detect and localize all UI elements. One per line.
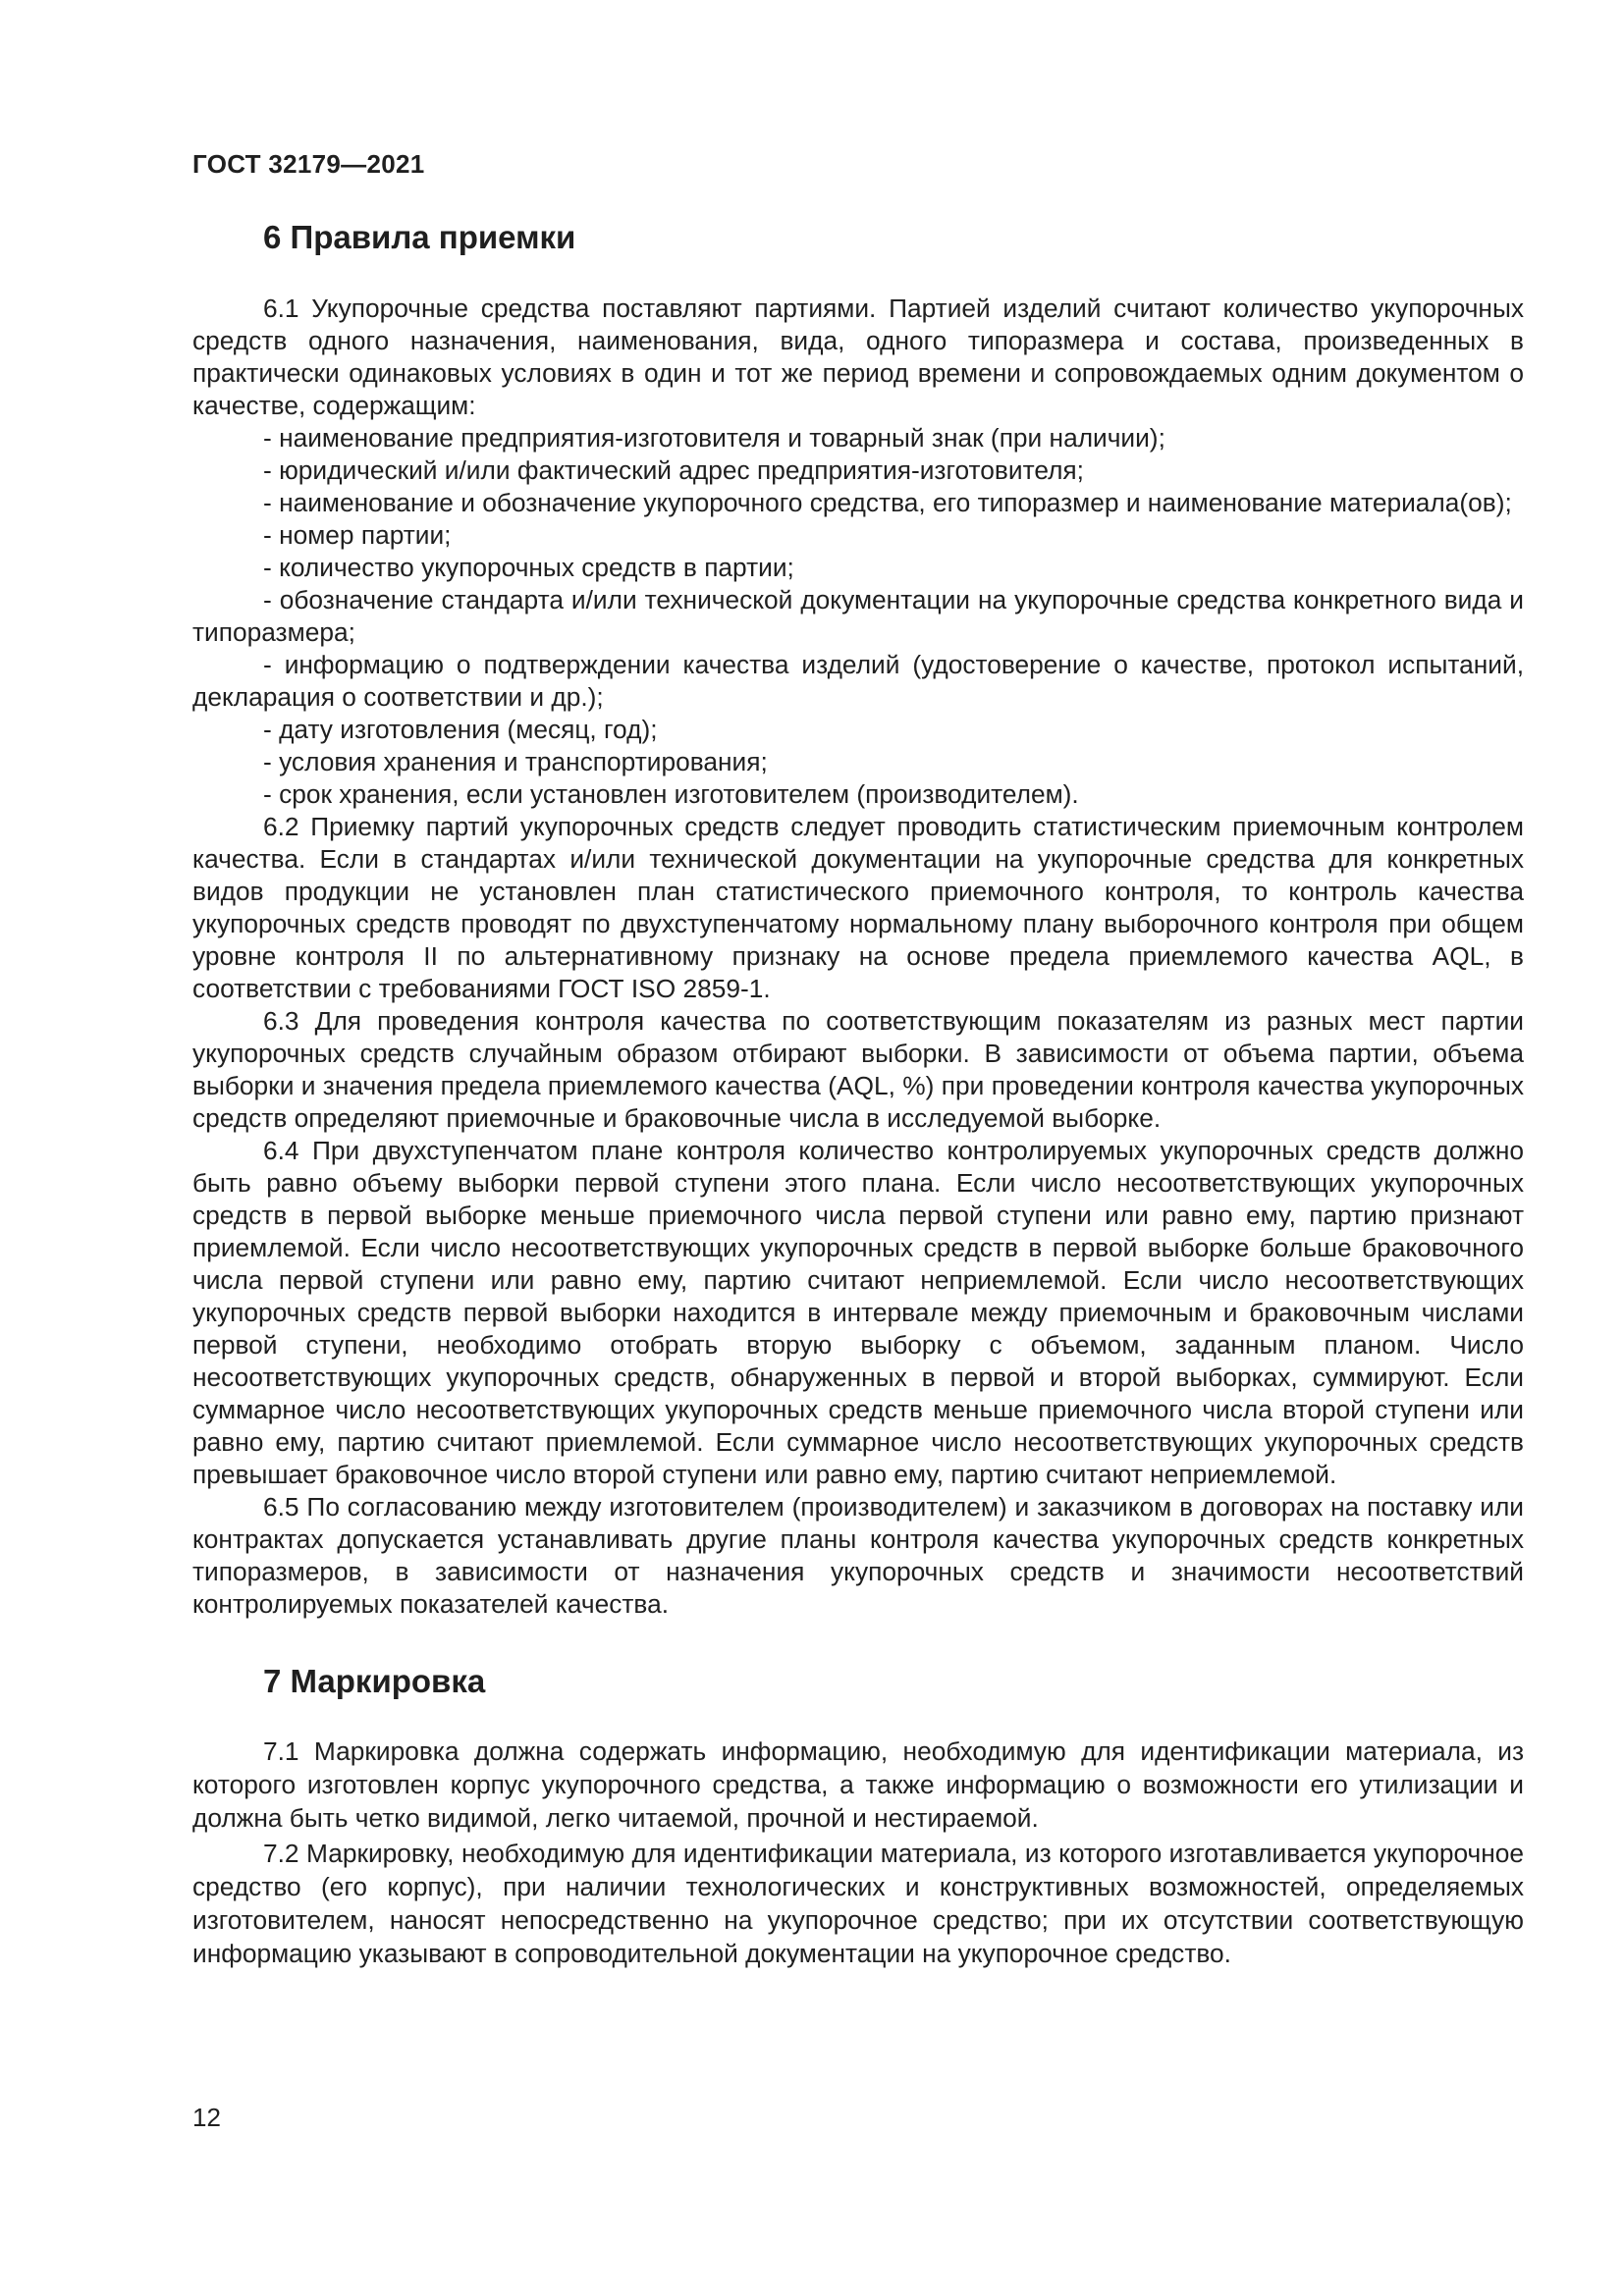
list-item: - юридический и/или фактический адрес предприятия-изготовителя; — [263, 455, 1084, 485]
paragraph-6-1: 6.1 Укупорочные средства поставляют партиями. Партией изделий считают количество укупорочных средств одного назначения, наименования, вида, одного типоразмера и состава, произведенных в практически одинаковых условиях в один и тот же период времени и сопровождаемых одним документом о качестве, содержащим: — [192, 294, 1524, 420]
paragraph-6-4: 6.4 При двухступенчатом плане контроля количество контролируемых укупорочных средств должно быть равно объему выборки первой ступени этого плана. Если число несоответствующих укупорочных средств в первой выборке меньше приемочного числа первой ступени или равно ему, партию признают приемлемой. Если число несоответствующих укупорочных средств в первой выборке больше браковочного числа первой ступени или равно ему, партию считают неприемлемой. Если число несоответствующих укупорочных средств первой выборки находится в интервале между приемочным и браковочным числами первой ступени, необходимо отобрать вторую выборку с объемом, заданным планом. Число несоответствующих укупорочных средств, обнаруженных в первой и второй выборках, суммируют. Если суммарное число несоответствующих укупорочных средств меньше приемочного числа второй ступени или равно ему, партию считают приемлемой. Если суммарное число несоответствующих укупорочных средств превышает браковочное число второй ступени или равно ему, партию считают неприемлемой. — [192, 1136, 1524, 1489]
list-item: - дату изготовления (месяц, год); — [263, 715, 658, 744]
list-item: - количество укупорочных средств в партии; — [263, 553, 794, 582]
section-6 — [192, 218, 1524, 1621]
page-content — [192, 218, 1524, 1972]
document-code-header: ГОСТ 32179—2021 — [192, 149, 425, 179]
list-item: - условия хранения и транспортирования; — [263, 747, 768, 776]
paragraph-6-2: 6.2 Приемку партий укупорочных средств следует проводить статистическим приемочным контролем качества. Если в стандартах и/или технической документации на укупорочные средства для конкретных видов продукции не установлен план статистического приемочного контроля, то контроль качества укупорочных средств проводят по двухступенчатому нормальному плану выборочного контроля при общем уровне контроля II по альтернативному признаку на основе предела приемлемого качества AQL, в соответствии с требованиями ГОСТ ISO 2859-1. — [192, 812, 1524, 1003]
document-contents-list — [192, 422, 1524, 811]
list-item: - информацию о подтверждении качества изделий (удостоверение о качестве, протокол испытаний, декларация о соответствии и др.); — [192, 650, 1524, 712]
page-number: 12 — [192, 2103, 221, 2132]
paragraph-7-1: 7.1 Маркировка должна содержать информацию, необходимую для идентификации материала, из которого изготовлен корпус укупорочного средства, а также информацию о возможности его утилизации и должна быть четко видимой, легко читаемой, прочной и нестираемой. — [192, 1736, 1524, 1833]
section-7 — [192, 1662, 1524, 1970]
section-7-heading: 7 Маркировка — [263, 1663, 486, 1699]
paragraph-6-5: 6.5 По согласованию между изготовителем (производителем) и заказчиком в договорах на поставку или контрактах допускается устанавливать другие планы контроля качества укупорочных средств конкретных типоразмеров, в зависимости от назначения укупорочных средств и значимости несоответствий контролируемых показателей качества. — [192, 1492, 1524, 1619]
section-6-heading: 6 Правила приемки — [263, 219, 576, 255]
paragraph-7-2: 7.2 Маркировку, необходимую для идентификации материала, из которого изготавливается укупорочное средство (его корпус), при наличии технологических и конструктивных возможностей, определяемых изготовителем, наносят непосредственно на укупорочное средство; при их отсутствии соответствующую информацию указывают в сопроводительной документации на укупорочное средство. — [192, 1839, 1524, 1968]
list-item: - обозначение стандарта и/или технической документации на укупорочные средства конкретного вида и типоразмера; — [192, 585, 1524, 647]
list-item: - срок хранения, если установлен изготовителем (производителем). — [263, 779, 1079, 809]
paragraph-6-3: 6.3 Для проведения контроля качества по соответствующим показателям из разных мест партии укупорочных средств случайным образом отбирают выборки. В зависимости от объема партии, объема выборки и значения предела приемлемого качества (AQL, %) при проведении контроля качества укупорочных средств определяют приемочные и браковочные числа в исследуемой выборке. — [192, 1006, 1524, 1133]
list-item: - наименование и обозначение укупорочного средства, его типоразмер и наименование материала(ов); — [263, 488, 1512, 517]
list-item: - наименование предприятия-изготовителя и товарный знак (при наличии); — [263, 423, 1165, 453]
list-item: - номер партии; — [263, 520, 452, 550]
